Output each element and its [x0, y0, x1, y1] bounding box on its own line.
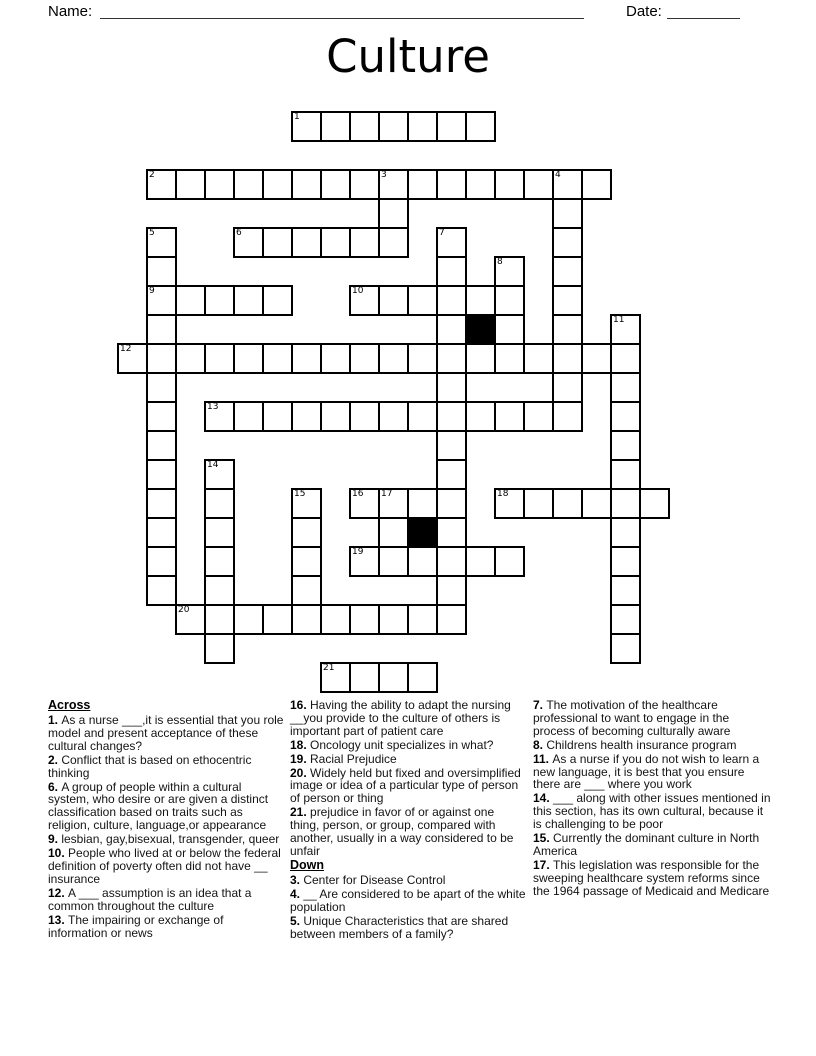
grid-cell — [581, 343, 612, 374]
clue-item: 1. As a nurse ___,it is essential that you role model and present acceptance of these cultural changes? — [48, 713, 284, 753]
grid-cell — [291, 546, 322, 577]
cell-number: 16 — [352, 489, 364, 499]
grid-cell — [117, 343, 148, 374]
clue-number: 6. — [48, 779, 62, 794]
grid-cell — [204, 169, 235, 200]
clue-item: 13. The impairing or exchange of information or news — [48, 912, 224, 940]
grid-cell — [233, 604, 264, 635]
grid-cell-black — [465, 314, 496, 345]
cell-number: 17 — [381, 489, 393, 499]
grid-cell — [610, 401, 641, 432]
grid-cell — [378, 198, 409, 229]
grid-cell — [204, 575, 235, 606]
grid-cell — [146, 488, 177, 519]
grid-cell — [233, 285, 264, 316]
cell-number: 5 — [149, 228, 155, 238]
grid-cell — [552, 285, 583, 316]
clue-header-down: Down — [290, 857, 325, 872]
grid-cell — [349, 488, 380, 519]
grid-cell — [320, 169, 351, 200]
grid-cell — [146, 285, 177, 316]
grid-cell — [262, 227, 293, 258]
name-label: Name: — [48, 3, 93, 20]
page-title: Culture — [326, 30, 490, 83]
cell-number: 10 — [352, 286, 364, 296]
grid-cell — [175, 169, 206, 200]
clue-item: 8. Childrens health insurance program — [533, 737, 737, 752]
clue-item: 17. This legislation was responsible for the sweeping healthcare system reforms since the 1964 passage of Medicaid and Medicare — [533, 857, 770, 898]
grid-cell — [494, 169, 525, 200]
grid-cell — [523, 488, 554, 519]
grid-cell — [204, 604, 235, 635]
grid-cell — [552, 401, 583, 432]
grid-cell — [407, 111, 438, 142]
grid-cell — [407, 488, 438, 519]
clue-item: 21. prejudice in favor of or against one thing, person, or group, compared with another, usually in a way considered to be unfair — [290, 805, 514, 858]
grid-cell — [552, 169, 583, 200]
cell-number: 18 — [497, 489, 509, 499]
grid-cell — [436, 314, 467, 345]
clue-item: 16. Having the ability to adapt the nursing __you provide to the culture of others is important part of patient care — [290, 698, 511, 738]
grid-cell — [378, 604, 409, 635]
grid-cell — [204, 488, 235, 519]
grid-cell — [204, 517, 235, 548]
grid-cell — [146, 546, 177, 577]
grid-cell — [262, 169, 293, 200]
clue-number: 2. — [48, 752, 62, 767]
grid-cell — [146, 401, 177, 432]
grid-cell — [320, 227, 351, 258]
grid-cell — [407, 285, 438, 316]
clue-number: 16. — [290, 698, 311, 712]
grid-cell — [494, 343, 525, 374]
grid-cell — [204, 459, 235, 490]
grid-cell — [407, 401, 438, 432]
grid-cell — [146, 343, 177, 374]
grid-cell — [552, 227, 583, 258]
grid-cell — [349, 111, 380, 142]
grid-cell — [610, 314, 641, 345]
grid-cell — [552, 256, 583, 287]
grid-cell — [349, 546, 380, 577]
grid-cell — [146, 575, 177, 606]
grid-cell — [291, 604, 322, 635]
cell-number: 11 — [613, 315, 625, 325]
clue-number: 4. — [290, 886, 304, 901]
grid-cell — [436, 517, 467, 548]
grid-cell — [465, 169, 496, 200]
cell-number: 6 — [236, 228, 242, 238]
grid-cell — [610, 604, 641, 635]
grid-cell — [204, 343, 235, 374]
grid-cell — [465, 285, 496, 316]
clue-number: 18. — [290, 737, 311, 752]
cell-number: 4 — [555, 170, 561, 180]
grid-cell — [378, 517, 409, 548]
grid-cell — [378, 169, 409, 200]
grid-cell — [436, 343, 467, 374]
grid-cell — [291, 111, 322, 142]
cell-number: 2 — [149, 170, 155, 180]
grid-cell — [436, 575, 467, 606]
grid-cell — [291, 169, 322, 200]
grid-cell — [204, 633, 235, 664]
grid-cell — [262, 401, 293, 432]
grid-cell — [378, 488, 409, 519]
grid-cell — [552, 488, 583, 519]
grid-cell — [436, 459, 467, 490]
clue-item: 7. The motivation of the healthcare professional to want to engage in the process of becoming culturally aware — [533, 698, 731, 738]
grid-cell — [436, 372, 467, 403]
clue-item: 5. Unique Characteristics that are shared between members of a family? — [290, 913, 509, 941]
grid-cell — [204, 401, 235, 432]
grid-cell — [320, 111, 351, 142]
grid-cell — [494, 401, 525, 432]
clue-item: 15. Currently the dominant culture in North America — [533, 831, 760, 858]
clue-column-3 — [533, 699, 773, 899]
grid-cell — [436, 227, 467, 258]
grid-cell — [349, 285, 380, 316]
clue-item: 14. ___ along with other issues mentioned in this section, has its own cultural, because it is challenging to be poor — [533, 791, 771, 832]
clue-number: 7. — [533, 698, 547, 712]
grid-cell — [146, 227, 177, 258]
grid-cell — [175, 604, 206, 635]
clue-number: 3. — [290, 872, 304, 887]
grid-cell — [146, 256, 177, 287]
grid-cell — [146, 459, 177, 490]
grid-cell — [581, 169, 612, 200]
grid-cell — [436, 546, 467, 577]
grid-cell — [436, 401, 467, 432]
grid-cell — [436, 256, 467, 287]
grid-cell — [465, 401, 496, 432]
grid-cell — [639, 488, 670, 519]
date-label: Date: — [626, 3, 662, 20]
grid-cell — [494, 546, 525, 577]
grid-cell — [378, 285, 409, 316]
grid-cell — [610, 633, 641, 664]
grid-cell — [436, 604, 467, 635]
grid-cell — [610, 459, 641, 490]
grid-cell — [610, 517, 641, 548]
clue-number: 15. — [533, 831, 554, 846]
clue-number: 1. — [48, 713, 62, 727]
grid-cell — [378, 343, 409, 374]
grid-cell — [291, 343, 322, 374]
grid-cell — [320, 662, 351, 693]
grid-cell — [320, 604, 351, 635]
grid-cell — [378, 546, 409, 577]
cell-number: 14 — [207, 460, 219, 470]
cell-number: 20 — [178, 605, 190, 615]
cell-number: 13 — [207, 402, 219, 412]
grid-cell — [552, 314, 583, 345]
grid-cell — [436, 430, 467, 461]
grid-cell — [291, 401, 322, 432]
grid-cell — [291, 227, 322, 258]
grid-cell — [262, 604, 293, 635]
clue-item: 11. As a nurse if you do not wish to learn a new language, it is best that you ensure there are ___ where you work — [533, 751, 760, 792]
grid-cell — [523, 401, 554, 432]
grid-cell — [407, 662, 438, 693]
grid-cell — [436, 488, 467, 519]
clue-item: 10. People who lived at or below the federal definition of poverty often did not have __ insurance — [48, 846, 281, 886]
grid-cell — [494, 488, 525, 519]
grid-cell — [465, 111, 496, 142]
grid-cell — [204, 546, 235, 577]
grid-cell — [494, 256, 525, 287]
grid-cell — [146, 169, 177, 200]
clue-number: 20. — [290, 765, 311, 780]
grid-cell — [349, 227, 380, 258]
grid-cell — [349, 169, 380, 200]
grid-cell — [291, 517, 322, 548]
clue-number: 19. — [290, 751, 311, 766]
grid-cell — [436, 285, 467, 316]
grid-cell — [349, 343, 380, 374]
grid-cell — [378, 111, 409, 142]
grid-cell — [233, 343, 264, 374]
clue-item: 2. Conflict that is based on ethocentric thinking — [48, 752, 252, 780]
clue-item: 20. Widely held but fixed and oversimplified image or idea of a particular type of person of person or thing — [290, 765, 521, 806]
grid-cell — [146, 372, 177, 403]
clue-number: 21. — [290, 805, 311, 820]
grid-cell — [494, 314, 525, 345]
clue-number: 9. — [48, 832, 62, 847]
grid-cell — [523, 169, 554, 200]
grid-cell — [233, 401, 264, 432]
clue-item: 18. Oncology unit specializes in what? — [290, 737, 494, 752]
cell-number: 19 — [352, 547, 364, 557]
grid-cell — [349, 604, 380, 635]
grid-cell — [407, 169, 438, 200]
clue-item: 3. Center for Disease Control — [290, 872, 446, 887]
clue-item: 4. __ Are considered to be apart of the white population — [290, 886, 526, 914]
cell-number: 9 — [149, 286, 155, 296]
clue-item: 19. Racial Prejudice — [290, 751, 397, 766]
clue-number: 11. — [533, 751, 553, 766]
grid-cell — [552, 372, 583, 403]
grid-cell — [436, 111, 467, 142]
grid-cell — [291, 575, 322, 606]
grid-cell — [204, 285, 235, 316]
clue-number: 5. — [290, 913, 304, 928]
grid-cell — [291, 488, 322, 519]
grid-cell — [233, 227, 264, 258]
cell-number: 15 — [294, 489, 306, 499]
grid-cell — [407, 604, 438, 635]
clue-item: 12. A ___ assumption is an idea that a common throughout the culture — [48, 885, 252, 913]
clue-number: 14. — [533, 791, 554, 806]
grid-cell — [349, 662, 380, 693]
grid-cell — [146, 517, 177, 548]
grid-cell — [378, 662, 409, 693]
grid-cell — [320, 343, 351, 374]
cell-number: 8 — [497, 257, 503, 267]
grid-cell-black — [407, 517, 438, 548]
cell-number: 12 — [120, 344, 132, 354]
clue-number: 8. — [533, 737, 547, 752]
grid-cell — [175, 285, 206, 316]
grid-cell — [610, 575, 641, 606]
cell-number: 21 — [323, 663, 335, 673]
grid-cell — [407, 343, 438, 374]
grid-cell — [610, 488, 641, 519]
grid-cell — [407, 546, 438, 577]
clue-number: 17. — [533, 857, 554, 872]
clue-item: 6. A group of people within a cultural system, who desire or are given a distinct classification based on traits such as religion, culture, language,or appearance — [48, 779, 269, 833]
grid-cell — [494, 285, 525, 316]
cell-number: 3 — [381, 170, 387, 180]
grid-cell — [262, 343, 293, 374]
clue-column-1 — [48, 699, 286, 940]
clue-number: 10. — [48, 846, 69, 861]
grid-cell — [552, 343, 583, 374]
clue-header-across: Across — [48, 698, 91, 712]
grid-cell — [146, 314, 177, 345]
clue-number: 12. — [48, 885, 69, 900]
grid-cell — [610, 546, 641, 577]
grid-cell — [552, 198, 583, 229]
grid-cell — [146, 430, 177, 461]
clue-item: 9. lesbian, gay,bisexual, transgender, queer — [48, 832, 280, 847]
grid-cell — [465, 343, 496, 374]
clue-column-2 — [290, 699, 526, 941]
grid-cell — [233, 169, 264, 200]
clue-number: 13. — [48, 912, 69, 927]
cell-number: 7 — [439, 228, 445, 238]
grid-cell — [262, 285, 293, 316]
grid-cell — [523, 343, 554, 374]
grid-cell — [610, 343, 641, 374]
grid-cell — [378, 401, 409, 432]
cell-number: 1 — [294, 112, 300, 122]
grid-cell — [320, 401, 351, 432]
grid-cell — [436, 169, 467, 200]
grid-cell — [465, 546, 496, 577]
grid-cell — [175, 343, 206, 374]
grid-cell — [610, 430, 641, 461]
grid-cell — [349, 401, 380, 432]
grid-cell — [610, 372, 641, 403]
grid-cell — [581, 488, 612, 519]
grid-cell — [378, 227, 409, 258]
